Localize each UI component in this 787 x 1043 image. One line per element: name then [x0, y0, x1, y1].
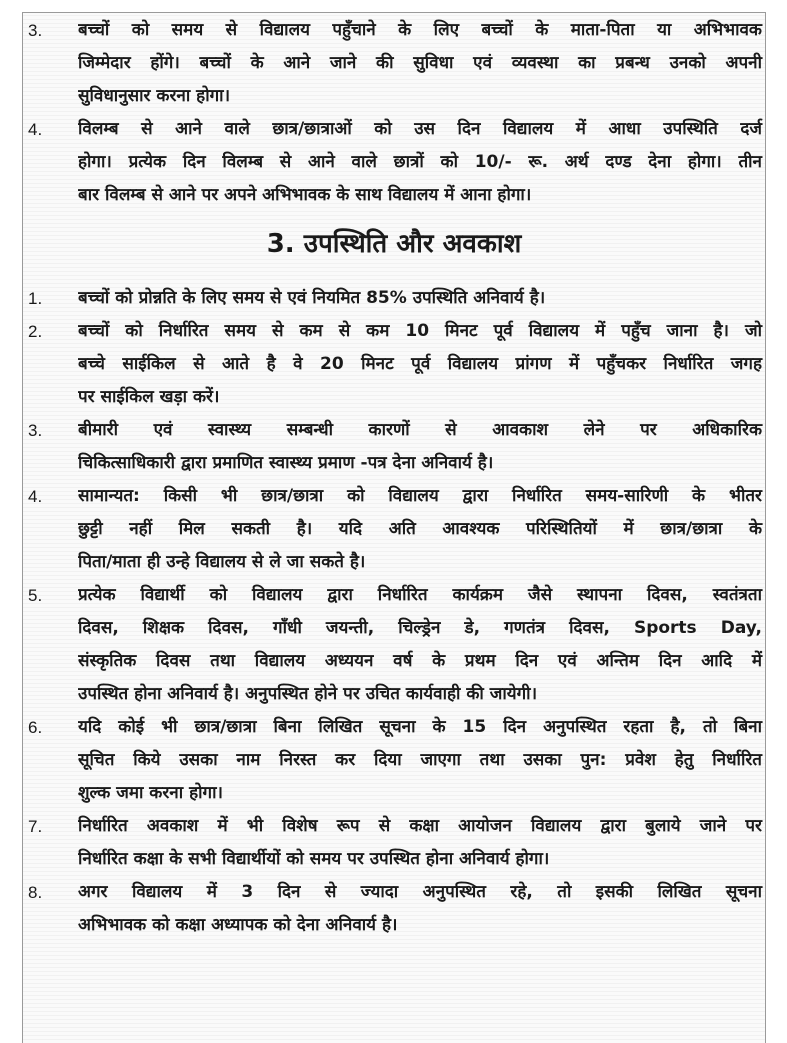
- item-text-line: विलम्ब से आने वाले छात्र/छात्राओं को उस दिन विद्यालय में आधा उपस्थिति दर्ज: [78, 119, 762, 139]
- list-item: [24, 711, 764, 810]
- previous-section-list: [24, 14, 764, 212]
- item-text-line: निर्धारित कक्षा के सभी विद्यार्थीयों को समय पर उपस्थित होना अनिवार्य होगा।: [78, 849, 550, 869]
- item-text-line: छुट्टी नहीं मिल सकती है। यदि अति आवश्यक परिस्थितियों में छात्र/छात्रा के: [78, 519, 762, 539]
- item-text-line: यदि कोई भी छात्र/छात्रा बिना लिखित सूचना के 15 दिन अनुपस्थित रहता है, तो बिना: [78, 717, 762, 737]
- item-text-line: बच्चों को समय से विद्यालय पहुँचाने के लिए बच्चों के माता-पिता या अभिभावक: [78, 20, 762, 40]
- item-number: 5.: [28, 586, 43, 605]
- item-text-line: निर्धारित अवकाश में भी विशेष रूप से कक्षा आयोजन विद्यालय द्वारा बुलाये जाने पर: [78, 816, 762, 836]
- item-text-line: पर साईकिल खड़ा करें।: [78, 387, 220, 407]
- item-text-line: अभिभावक को कक्षा अध्यापक को देना अनिवार्य है।: [78, 915, 398, 935]
- item-number: 7.: [28, 817, 43, 836]
- section-heading: 3. उपस्थिति और अवकाश: [266, 229, 522, 259]
- list-item: [24, 113, 764, 212]
- item-text-line: बच्चों को निर्धारित समय से कम से कम 10 मिनट पूर्व विद्यालय में पहुँच जाना है। जो: [78, 321, 762, 341]
- item-text-line: होगा। प्रत्येक दिन विलम्ब से आने वाले छात्रों को 10/- रू. अर्थ दण्ड देना होगा। तीन: [78, 152, 762, 172]
- item-number: 4.: [28, 120, 43, 139]
- item-text-line: चिकित्साधिकारी द्वारा प्रमाणित स्वास्थ्य प्रमाण -पत्र देना अनिवार्य है।: [78, 453, 494, 473]
- item-text-line: बच्चे साईकिल से आते है वे 20 मिनट पूर्व विद्यालय प्रांगण में पहुँचकर निर्धारित जगह: [78, 354, 762, 374]
- list-item: [24, 876, 764, 942]
- item-text-line: सामान्यत: किसी भी छात्र/छात्रा को विद्यालय द्वारा निर्धारित समय-सारिणी के भीतर: [78, 486, 762, 506]
- list-item: [24, 480, 764, 579]
- list-item: [24, 315, 764, 414]
- item-text-line: दिवस, शिक्षक दिवस, गाँधी जयन्ती, चिल्ड्रेन डे, गणतंत्र दिवस, Sports Day,: [78, 618, 762, 638]
- item-text-line: उपस्थित होना अनिवार्य है। अनुपस्थित होने पर उचित कार्यवाही की जायेगी।: [78, 684, 538, 704]
- item-number: 1.: [28, 289, 43, 308]
- item-text-line: सूचित किये उसका नाम निरस्त कर दिया जाएगा तथा उसका पुन: प्रवेश हेतु निर्धारित: [78, 750, 762, 770]
- item-text-line: संस्कृतिक दिवस तथा विद्यालय अध्ययन वर्ष के प्रथम दिन एवं अन्तिम दिन आदि में: [78, 651, 762, 671]
- item-text-line: सुविधानुसार करना होगा।: [78, 86, 231, 106]
- item-text-line: बच्चों को प्रोन्नति के लिए समय से एवं नियमित 85% उपस्थिति अनिवार्य है।: [78, 288, 546, 308]
- item-text-line: जिम्मेदार होंगे। बच्चों के आने जाने की सुविधा एवं व्यवस्था का प्रबन्ध उनको अपनी: [78, 53, 762, 73]
- list-item: [24, 282, 764, 315]
- item-text-line: अगर विद्यालय में 3 दिन से ज्यादा अनुपस्थित रहे, तो इसकी लिखित सूचना: [78, 882, 762, 902]
- item-text-line: पिता/माता ही उन्हे विद्यालय से ले जा सकते है।: [78, 552, 366, 572]
- list-item: [24, 14, 764, 113]
- item-text-line: प्रत्येक विद्यार्थी को विद्यालय द्वारा निर्धारित कार्यक्रम जैसे स्थापना दिवस, स्वतंत्रता: [78, 585, 762, 605]
- item-number: 6.: [28, 718, 43, 737]
- item-number: 8.: [28, 883, 43, 902]
- item-number: 3.: [28, 421, 43, 440]
- item-number: 3.: [28, 21, 43, 40]
- list-item: [24, 579, 764, 711]
- attendance-rules-list: [24, 282, 764, 942]
- list-item: [24, 810, 764, 876]
- item-text-line: बार विलम्ब से आने पर अपने अभिभावक के साथ विद्यालय में आना होगा।: [78, 185, 532, 205]
- document-body: [24, 14, 764, 942]
- list-item: [24, 414, 764, 480]
- item-text-line: बीमारी एवं स्वास्थ्य सम्बन्धी कारणों से आवकाश लेने पर अधिकारिक: [78, 420, 762, 440]
- item-number: 2.: [28, 322, 43, 341]
- item-text-line: शुल्क जमा करना होगा।: [78, 783, 223, 803]
- item-number: 4.: [28, 487, 43, 506]
